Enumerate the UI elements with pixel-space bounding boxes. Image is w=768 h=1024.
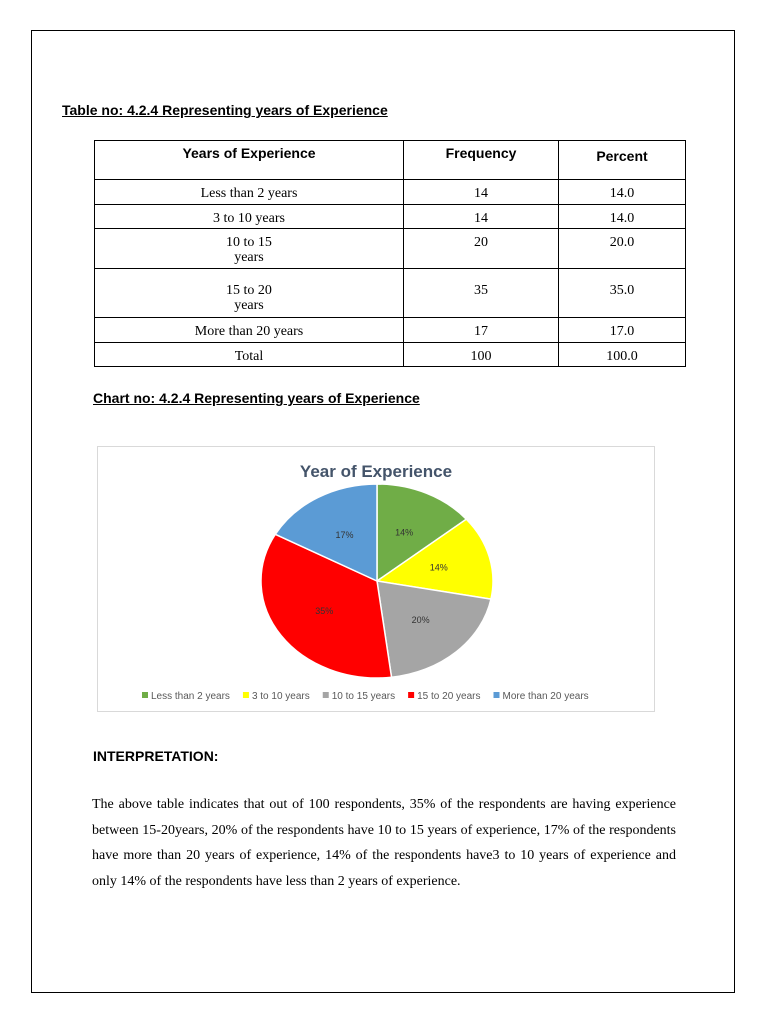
cell-years: Total xyxy=(95,343,404,367)
chart-legend xyxy=(142,691,589,702)
cell-years-text: 10 to 15 years xyxy=(226,235,272,265)
legend-swatch xyxy=(243,692,249,698)
pie-chart xyxy=(97,446,655,712)
pie-data-label: 14% xyxy=(429,562,448,573)
cell-percent: 20.0 xyxy=(559,229,686,269)
cell-years: 3 to 10 years xyxy=(95,205,404,229)
column-header-frequency xyxy=(404,141,559,180)
legend-entry: 10 to 15 years xyxy=(331,691,396,702)
cell-percent: 17.0 xyxy=(559,318,686,343)
table-row xyxy=(95,269,686,318)
cell-percent: 35.0 xyxy=(559,269,686,318)
legend-swatch xyxy=(494,692,500,698)
chart-title: Year of Experience xyxy=(299,462,453,481)
table-row xyxy=(95,318,686,343)
interpretation-text: The above table indicates that out of 100 respondents, 35% of the respondents are having experience between 15-20years, 20% of the respondents have 10 to 15 years of experience, 17% of the respondents have more than 20 years of experience, 14% of the respondents have3 to 10 years of experience and only 14% of the respondents have less than 2 years of experience. xyxy=(92,797,676,889)
table-title: Table no: 4.2.4 Representing years of Experience xyxy=(62,102,388,118)
table-header-row xyxy=(95,141,686,180)
cell-frequency: 20 xyxy=(404,229,559,269)
cell-years xyxy=(95,229,404,269)
experience-table xyxy=(94,140,686,367)
legend-entry: Less than 2 years xyxy=(151,691,230,702)
pie-data-label: 17% xyxy=(335,530,354,541)
legend-swatch xyxy=(408,692,414,698)
cell-years xyxy=(95,269,404,318)
interpretation-heading: INTERPRETATION: xyxy=(93,748,219,764)
legend-swatch xyxy=(323,692,329,698)
cell-frequency: 14 xyxy=(404,205,559,229)
table-row xyxy=(95,229,686,269)
cell-frequency: 100 xyxy=(404,343,559,367)
column-header-frequency-text: Frequency xyxy=(445,145,517,161)
pie-slices xyxy=(261,484,493,678)
cell-percent: 100.0 xyxy=(559,343,686,367)
chart-heading: Chart no: 4.2.4 Representing years of Experience xyxy=(93,390,420,406)
legend-entry: 3 to 10 years xyxy=(251,691,310,702)
table-row xyxy=(95,180,686,205)
table-total-row xyxy=(95,343,686,367)
pie-data-label: 35% xyxy=(315,605,334,616)
legend-entry: More than 20 years xyxy=(502,691,589,702)
pie-data-label: 20% xyxy=(411,614,430,625)
cell-frequency: 35 xyxy=(404,269,559,318)
pie-chart-svg xyxy=(98,447,656,713)
table-row xyxy=(95,205,686,229)
cell-percent: 14.0 xyxy=(559,205,686,229)
pie-data-label: 14% xyxy=(395,527,414,538)
column-header-percent: Percent xyxy=(559,141,686,180)
column-header-years: Years of Experience xyxy=(95,141,404,180)
cell-years-text: 15 to 20 years xyxy=(226,283,272,313)
cell-years: Less than 2 years xyxy=(95,180,404,205)
legend-entry: 15 to 20 years xyxy=(417,691,481,702)
cell-frequency: 17 xyxy=(404,318,559,343)
cell-frequency: 14 xyxy=(404,180,559,205)
cell-percent: 14.0 xyxy=(559,180,686,205)
legend-swatch xyxy=(142,692,148,698)
cell-years: More than 20 years xyxy=(95,318,404,343)
